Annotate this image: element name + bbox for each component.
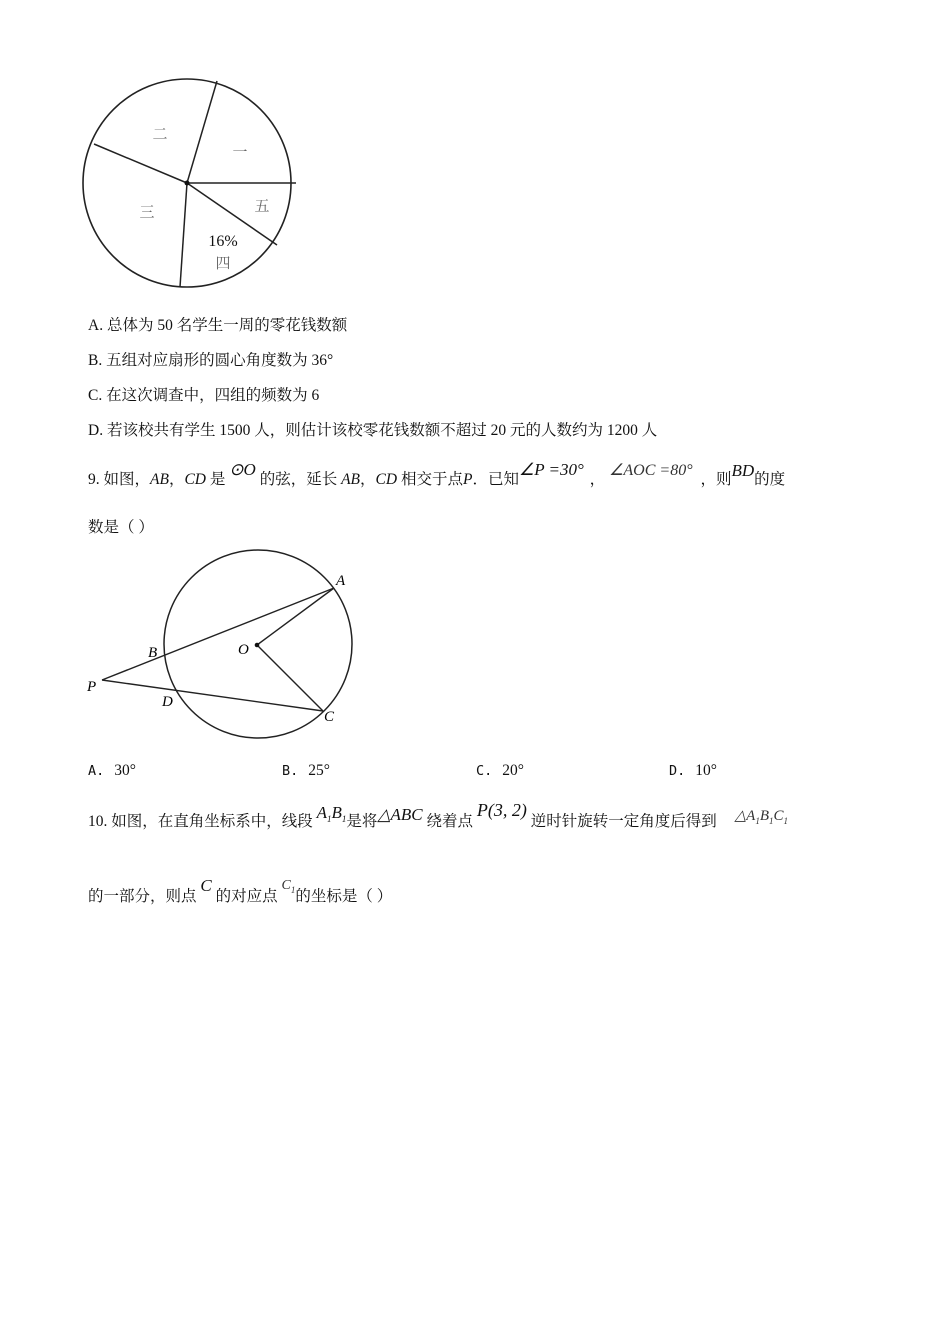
- q8-option-b: B. 五组对应扇形的圆心角度数为 36°: [88, 352, 334, 369]
- q9-number: 9.: [88, 471, 100, 488]
- q10-number: 10.: [88, 813, 108, 830]
- pie-label-two: 二: [152, 127, 168, 143]
- q9-label-b: B: [148, 645, 158, 661]
- q9-line-oa: [257, 588, 334, 645]
- pie-label-five: 五: [254, 199, 270, 215]
- q10-triangle-a1b1c1: $\triangle A_1B_1C_1$: [734, 808, 789, 826]
- q9-label-a: A: [336, 573, 346, 589]
- q8-option-c: C. 在这次调查中，四组的频数为 6: [88, 387, 320, 404]
- pie-divider: [94, 144, 187, 183]
- pie-label-three: 三: [139, 205, 155, 221]
- q9-circle-o: ⊙O: [229, 460, 256, 479]
- q10-stem-line2: 的一部分，则点 C 的对应点 $C_1$的坐标是（ ）: [88, 876, 393, 905]
- q9-line-oc: [257, 645, 323, 711]
- q9-option-c: C. 20°: [476, 762, 524, 779]
- q9-arc-bd: BD: [731, 461, 755, 480]
- q9-label-p: P: [87, 679, 97, 695]
- q10-triangle-abc: △ABC: [377, 805, 423, 824]
- q10-point-p: P(3, 2): [476, 800, 527, 820]
- pie-label-one: 一: [232, 145, 248, 161]
- pie-percent-label: 16%: [208, 233, 238, 250]
- q8-option-d: D. 若该校共有学生 1500 人，则估计该校零花钱数额不超过 20 元的人数约为 1200 人: [88, 422, 658, 439]
- q9-point-p: P: [462, 471, 473, 488]
- q10-point-c: C: [200, 876, 212, 895]
- q9-stem-line1: 9. 如图，AB，CD 是 ⊙O 的弦，延长 AB，CD 相交于点P．已知∠P =30° ， ∠AOC =80° ，则BD的度: [88, 460, 786, 488]
- q9-option-a: A. 30°: [88, 762, 136, 779]
- q9-line-pa: [102, 588, 334, 680]
- q9-circle-figure: [80, 545, 370, 745]
- q9-stem-line2: 数是（ ）: [88, 519, 154, 536]
- q9-line-pc: [102, 680, 323, 711]
- pie-divider: [180, 183, 187, 287]
- pie-label-four: 四: [215, 256, 231, 272]
- q9-text: 如图，: [103, 471, 151, 488]
- q10-stem-line1: 10. 如图，在直角坐标系中，线段 $A_1B_1$是将△ABC 绕着点 P(3, 2) 逆时针旋转一定角度后得到 $\triangle A_1B_1C_1$: [88, 800, 789, 830]
- q10-segment: $A_1B_1$: [316, 803, 347, 824]
- q9-center-dot: [255, 643, 260, 648]
- q9-label-c: C: [324, 709, 335, 725]
- q9-ab: AB: [150, 471, 169, 488]
- q9-cd: CD: [184, 471, 207, 488]
- pie-center-dot: [185, 181, 190, 186]
- q9-label-d: D: [162, 694, 173, 710]
- q9-option-d: D. 10°: [669, 762, 717, 779]
- q8-option-a: A. 总体为 50 名学生一周的零花钱数额: [88, 317, 348, 334]
- q9-option-b: B. 25°: [282, 762, 330, 779]
- q9-label-o: O: [238, 642, 249, 658]
- pie-chart-figure: [80, 72, 310, 297]
- q9-angle-aoc: ∠AOC =80°: [609, 462, 693, 479]
- pie-divider: [187, 81, 217, 183]
- q10-point-c1: $C_1$: [281, 878, 296, 895]
- q9-angle-p: ∠P =30°: [518, 460, 584, 479]
